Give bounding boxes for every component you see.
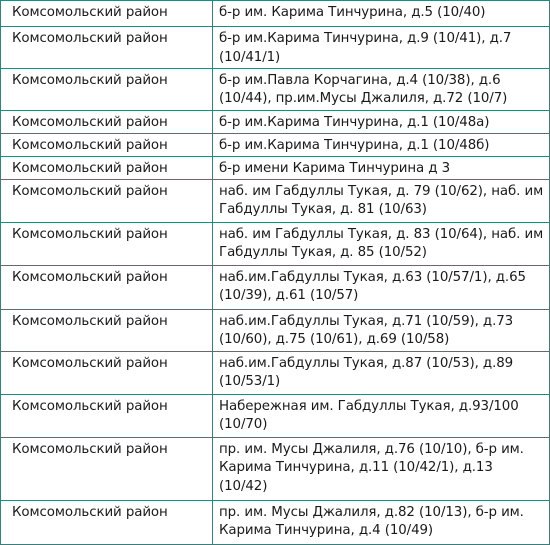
address-cell: б-р им. Карима Тинчурина, д.5 (10/40) (213, 1, 550, 27)
district-cell: Комсомольский район (1, 27, 213, 69)
district-cell: Комсомольский район (1, 110, 213, 133)
district-cell: Комсомольский район (1, 222, 213, 265)
address-cell: наб.им.Габдуллы Тукая, д.87 (10/53), д.89 (10/53/1) (213, 351, 550, 394)
table-row (1, 394, 550, 437)
address-cell: Набережная им. Габдуллы Тукая, д.93/100 (10/70) (213, 394, 550, 437)
address-cell: б-р им.Карима Тинчурина, д.1 (10/48б) (213, 133, 550, 156)
table-row (1, 309, 550, 351)
district-cell: Комсомольский район (1, 437, 213, 500)
address-cell: пр. им. Мусы Джалиля, д.76 (10/10), б-р им. Карима Тинчурина, д.11 (10/42/1), д.13 (10/42) (213, 437, 550, 500)
table-row (1, 179, 550, 222)
district-cell: Комсомольский район (1, 265, 213, 309)
table-row (1, 1, 550, 27)
address-cell: наб.им.Габдуллы Тукая, д.71 (10/59), д.73 (10/60), д.75 (10/61), д.69 (10/58) (213, 309, 550, 351)
address-cell: б-р им.Карима Тинчурина, д.9 (10/41), д.7 (10/41/1) (213, 27, 550, 69)
address-cell: наб. им Габдуллы Тукая, д. 83 (10/64), наб. им Габдуллы Тукая, д. 85 (10/52) (213, 222, 550, 265)
table-row (1, 437, 550, 500)
table-row (1, 133, 550, 156)
table-row (1, 500, 550, 544)
district-cell: Комсомольский район (1, 179, 213, 222)
table-row (1, 265, 550, 309)
address-cell: пр. им. Мусы Джалиля, д.82 (10/13), б-р им. Карима Тинчурина, д.4 (10/49) (213, 500, 550, 544)
table-row (1, 27, 550, 69)
district-cell: Комсомольский район (1, 309, 213, 351)
district-cell: Комсомольский район (1, 133, 213, 156)
district-cell: Комсомольский район (1, 1, 213, 27)
table-row (1, 222, 550, 265)
address-cell: б-р им.Карима Тинчурина, д.1 (10/48а) (213, 110, 550, 133)
district-cell: Комсомольский район (1, 351, 213, 394)
district-cell: Комсомольский район (1, 500, 213, 544)
address-cell: наб. им Габдуллы Тукая, д. 79 (10/62), наб. им Габдуллы Тукая, д. 81 (10/63) (213, 179, 550, 222)
address-cell: б-р им.Павла Корчагина, д.4 (10/38), д.6 (10/44), пр.им.Мусы Джалиля, д.72 (10/7) (213, 68, 550, 110)
district-cell: Комсомольский район (1, 156, 213, 179)
table-row (1, 68, 550, 110)
address-cell: б-р имени Карима Тинчурина д 3 (213, 156, 550, 179)
table-row (1, 351, 550, 394)
table-row (1, 110, 550, 133)
address-table-body (1, 1, 550, 545)
district-cell: Комсомольский район (1, 68, 213, 110)
table-row (1, 156, 550, 179)
address-cell: наб.им.Габдуллы Тукая, д.63 (10/57/1), д.65 (10/39), д.61 (10/57) (213, 265, 550, 309)
district-cell: Комсомольский район (1, 394, 213, 437)
